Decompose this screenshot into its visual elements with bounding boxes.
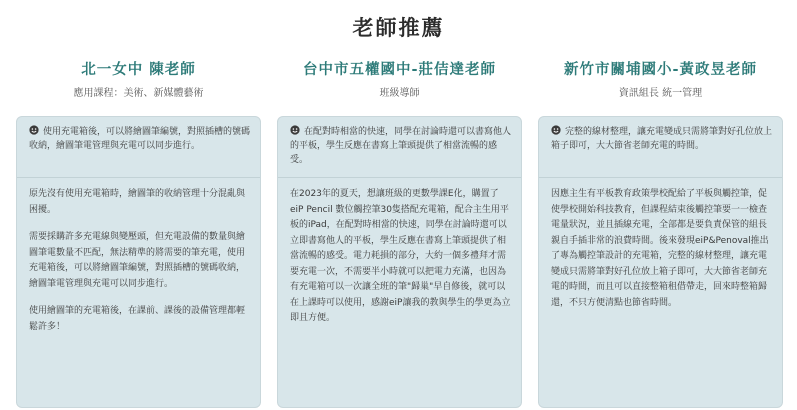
testimonial-card bbox=[16, 116, 261, 408]
testimonial-paragraph: 需要採購許多充電線與變壓頭，但充電設備的數量與繪圖筆電數量不匹配，無法精準的將需要的筆充電，使用充電箱後，可以將繪圖筆編號，對照插槽的號碼收納，繪圖筆電管理與充電可以同步進行。 bbox=[29, 232, 246, 289]
teacher-name: 新竹市關埔國小-黃政昱老師 bbox=[563, 62, 758, 78]
smiley-icon bbox=[29, 125, 39, 135]
teacher-column-3 bbox=[538, 58, 783, 308]
testimonial-paragraph: 因應主生有平板教育政策學校配給了平板與觸控筆，促使學校開始科技教育，但課程結束後觸控筆要一一檢查電量狀況，並且插線充電，全部都是要負責保管的組長親自手插非常的浪費時間。後來發現eiP&Penoval推出了專為觸控筆設計的充電箱，完整的線材整理，讓充電變成只需將筆對好孔位放上箱子即可，大大節省老師充電的時間，而且可以直接整箱租借帶走，回來時整箱歸還，不只方便清點也節省時間。 bbox=[551, 189, 769, 308]
testimonial-quote bbox=[551, 125, 772, 153]
testimonial-quote bbox=[29, 125, 250, 153]
testimonial-card bbox=[538, 116, 783, 408]
teacher-role: 資訊組長 統一管理 bbox=[618, 88, 703, 99]
testimonial-body bbox=[551, 187, 772, 323]
teacher-name: 台中市五權國中-莊佶達老師 bbox=[302, 62, 497, 78]
teacher-column-1 bbox=[16, 58, 261, 332]
card-divider bbox=[539, 177, 782, 178]
card-divider bbox=[278, 177, 521, 178]
quote-text: 使用充電箱後，可以將繪圖筆編號，對照插槽的號碼收納，繪圖筆電管理與充電可以同步進行。 bbox=[29, 127, 251, 151]
page-title: 老師推薦 bbox=[352, 16, 445, 40]
testimonial-body bbox=[29, 187, 250, 347]
testimonial-body bbox=[290, 187, 511, 339]
quote-text: 完整的線材整理，讓充電變成只需將筆對好孔位放上箱子即可，大大節省老師充電的時間。 bbox=[551, 127, 773, 151]
testimonial-card bbox=[277, 116, 522, 408]
teacher-role: 班級導師 bbox=[379, 88, 420, 99]
testimonial-quote bbox=[290, 125, 511, 167]
smiley-icon bbox=[290, 125, 300, 135]
teacher-name: 北一女中 陳老師 bbox=[81, 62, 196, 78]
card-divider bbox=[17, 177, 260, 178]
testimonial-paragraph: 原先沒有使用充電箱時，繪圖筆的收納管理十分混亂與困擾。 bbox=[29, 189, 246, 215]
quote-text: 在配對時相當的快速，同學在討論時還可以書寫他人的平板，學生反應在書寫上筆頭提供了相當流暢的感受。 bbox=[290, 127, 512, 165]
teacher-role: 應用課程：美術、新媒體藝術 bbox=[73, 88, 204, 99]
testimonial-paragraph: 使用繪圖筆的充電箱後，在課前、課後的設備管理都輕鬆許多！ bbox=[29, 306, 246, 332]
teacher-column-2 bbox=[277, 58, 522, 323]
smiley-icon bbox=[551, 125, 561, 135]
testimonial-paragraph: 在2023年的夏天，想讓班級的更數學課E化，購置了eiP Pencil 數位觸控筆30隻搭配充電箱，配合主生用平板的iPad，在配對時相當的快速，同學在討論時還可以立即書寫他人的平板，學生反應在書寫上筆頭提供了相當流暢的感受。電力耗損的部分，大約一個多禮拜才需要充電一次，不需要半小時就可以把電力充滿，也因為有充電箱可以一次讓全班的筆"歸巢"早自修後，就可以在上課時可以使用，感謝eiP讓我的教與學生的學更為立即且方便。 bbox=[290, 189, 511, 323]
